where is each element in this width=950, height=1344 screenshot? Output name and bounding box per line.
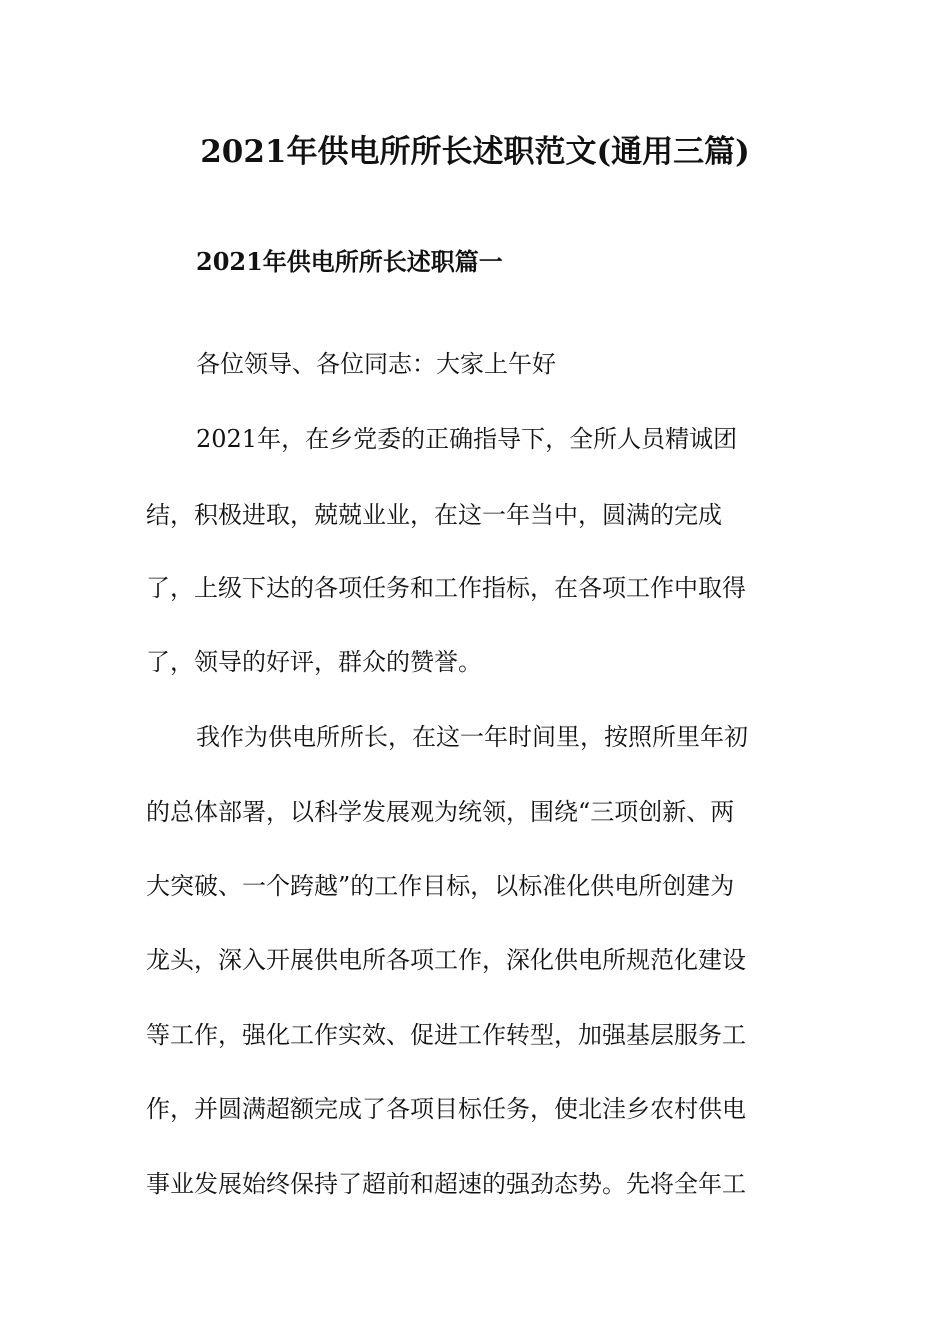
paragraph-line: 等工作，强化工作实效、促进工作转型，加强基层服务工 xyxy=(146,1021,746,1049)
greeting-line: 各位领导、各位同志：大家上午好 xyxy=(196,350,556,378)
document-title: 2021年供电所所长述职范文(通用三篇) xyxy=(200,134,750,170)
paragraph-line: 结，积极进取，兢兢业业，在这一年当中，圆满的完成 xyxy=(146,501,722,529)
paragraph-line: 的总体部署，以科学发展观为统领，围绕“三项创新、两 xyxy=(146,798,735,826)
paragraph-line: 龙头，深入开展供电所各项工作，深化供电所规范化建设 xyxy=(146,946,746,974)
paragraph-line: 我作为供电所所长，在这一年时间里，按照所里年初 xyxy=(196,723,748,751)
paragraph-line: 了，领导的好评，群众的赞誉。 xyxy=(146,648,482,676)
paragraph-line: 作，并圆满超额完成了各项目标任务，使北洼乡农村供电 xyxy=(146,1095,746,1123)
paragraph-line: 事业发展始终保持了超前和超速的强劲态势。先将全年工 xyxy=(146,1170,746,1198)
paragraph-line: 了，上级下达的各项任务和工作指标，在各项工作中取得 xyxy=(146,574,746,602)
paragraph-line: 2021年，在乡党委的正确指导下，全所人员精诚团 xyxy=(196,425,738,453)
section-heading: 2021年供电所所长述职篇一 xyxy=(196,247,503,276)
paragraph-line: 大突破、一个跨越”的工作目标，以标准化供电所创建为 xyxy=(146,872,735,900)
